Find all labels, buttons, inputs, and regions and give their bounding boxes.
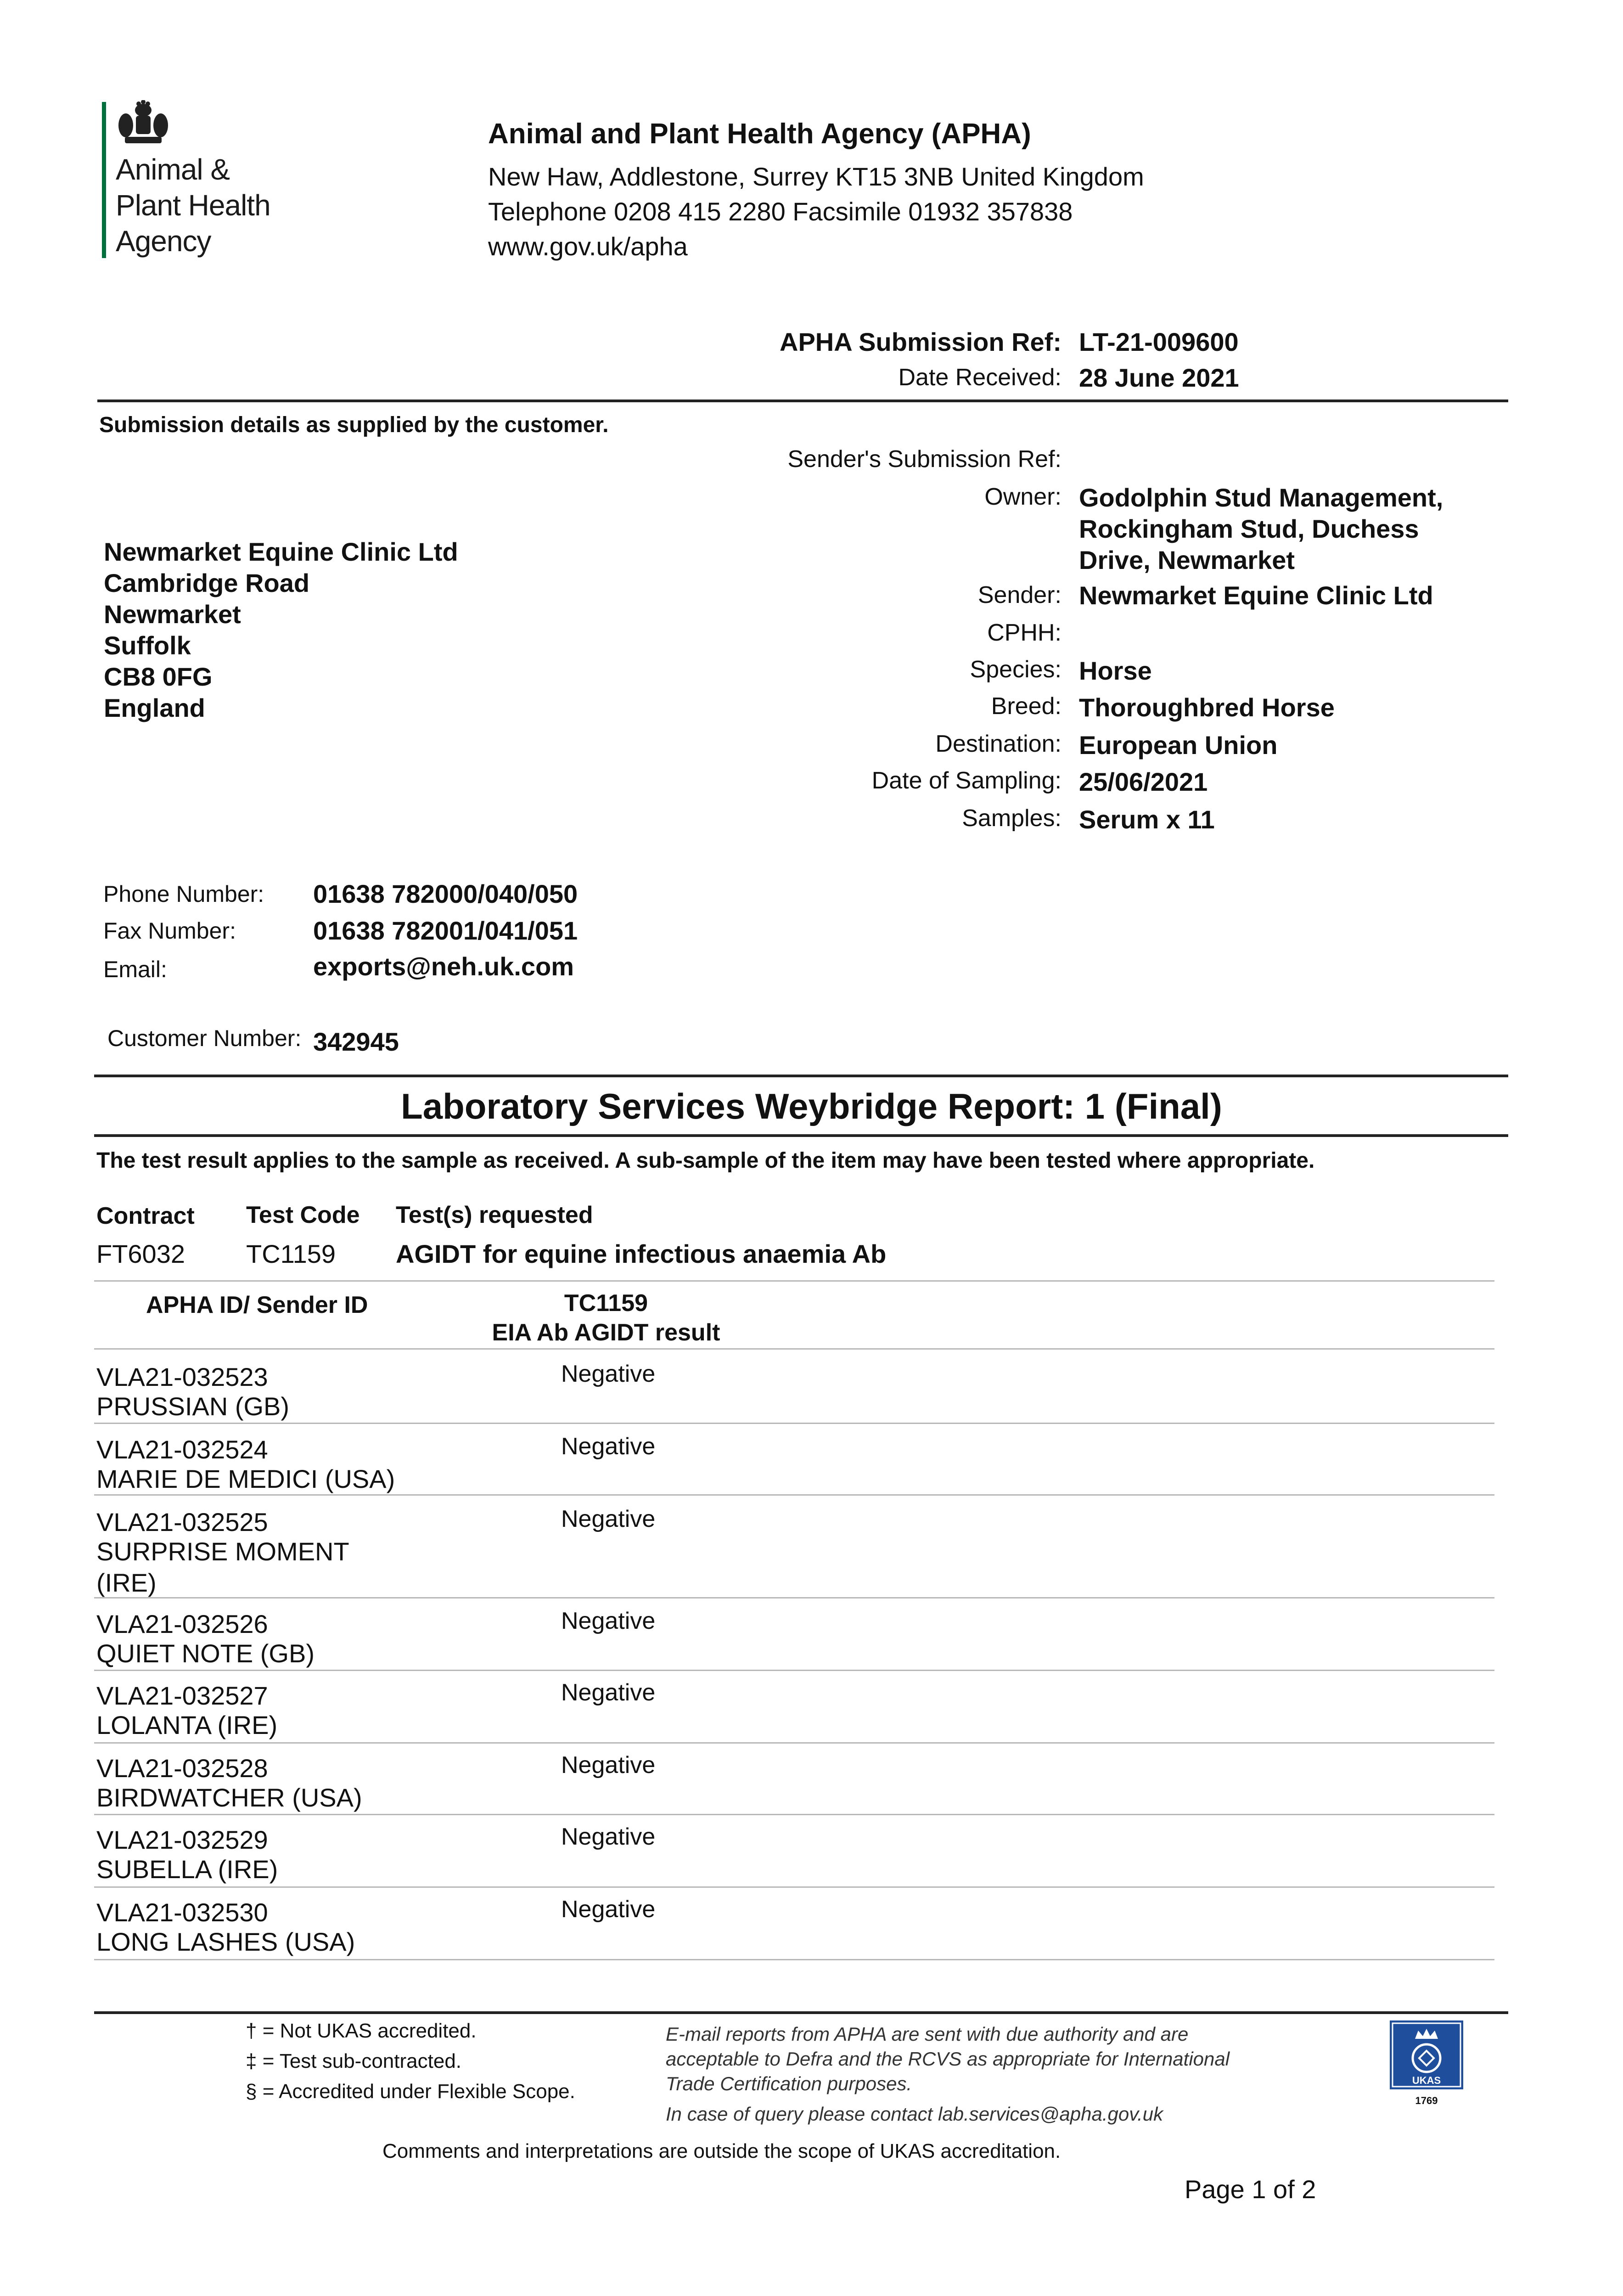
agency-phone: Telephone 0208 415 2280 Facsimile 01932 357838 — [488, 197, 1073, 226]
sample-result: Negative — [561, 1896, 656, 1923]
report-title: Laboratory Services Weybridge Report: 1 (Final) — [401, 1086, 1222, 1126]
sample-name: PRUSSIAN (GB) — [96, 1392, 290, 1421]
table-rule — [94, 1886, 1494, 1888]
sample-result: Negative — [561, 1506, 656, 1532]
sample-result: Negative — [561, 1752, 656, 1778]
contract-value: FT6032 — [96, 1239, 185, 1268]
samples-value: Serum x 11 — [1079, 805, 1215, 834]
table-rule — [94, 1670, 1494, 1671]
agency-website: www.gov.uk/apha — [488, 232, 688, 261]
sample-name: SURPRISE MOMENT — [96, 1537, 349, 1566]
sample-name: QUIET NOTE (GB) — [96, 1639, 314, 1668]
destination-value: European Union — [1079, 731, 1278, 760]
contract-header: Contract — [96, 1203, 195, 1229]
fax-value: 01638 782001/041/051 — [313, 916, 578, 945]
royal-crest-icon — [116, 100, 171, 151]
customer-address: Newmarket Equine Clinic Ltd Cambridge Road Newmarket Suffolk CB8 0FG England — [104, 537, 458, 722]
breed-value: Thoroughbred Horse — [1079, 693, 1335, 722]
report-bottom-rule — [94, 1134, 1508, 1137]
date-received-value: 28 June 2021 — [1079, 363, 1239, 392]
sample-result: Negative — [561, 1679, 656, 1706]
table-rule — [94, 1423, 1494, 1424]
table-rule — [94, 1959, 1494, 1960]
breed-label: Breed: — [991, 693, 1061, 720]
table-rule — [94, 1280, 1494, 1282]
phone-value: 01638 782000/040/050 — [313, 879, 578, 908]
sample-id: VLA21-032528 — [96, 1754, 268, 1783]
sample-id: VLA21-032524 — [96, 1435, 268, 1464]
date-received-label: Date Received: — [898, 364, 1061, 391]
date-of-sampling-label: Date of Sampling: — [871, 767, 1061, 794]
customer-number-label: Customer Number: — [107, 1025, 302, 1051]
logo-green-bar — [102, 102, 106, 258]
tests-requested-header: Test(s) requested — [396, 1202, 593, 1228]
date-of-sampling-value: 25/06/2021 — [1079, 767, 1208, 796]
cphh-label: CPHH: — [987, 619, 1061, 646]
table-rule — [94, 1348, 1494, 1350]
fax-label: Fax Number: — [103, 918, 236, 944]
samples-label: Samples: — [962, 805, 1061, 832]
sample-name: (IRE) — [96, 1568, 157, 1597]
destination-label: Destination: — [935, 731, 1061, 757]
species-label: Species: — [970, 656, 1061, 683]
ukas-number: 1769 — [1415, 2095, 1438, 2106]
test-requested-value: AGIDT for equine infectious anaemia Ab — [396, 1239, 887, 1268]
sample-name: BIRDWATCHER (USA) — [96, 1783, 362, 1812]
email-note-line: E-mail reports from APHA are sent with due authority and are — [666, 2023, 1189, 2045]
email-note-line: Trade Certification purposes. — [666, 2073, 912, 2094]
footer-rule — [94, 2011, 1508, 2014]
sample-id: VLA21-032527 — [96, 1681, 268, 1710]
test-code-value: TC1159 — [246, 1239, 336, 1268]
apha-id-header: APHA ID/ Sender ID — [146, 1292, 368, 1318]
sender-label: Sender: — [977, 582, 1061, 608]
table-rule — [94, 1814, 1494, 1815]
page-number: Page 1 of 2 — [1185, 2175, 1316, 2204]
sample-id: VLA21-032529 — [96, 1825, 268, 1854]
email-note-line: acceptable to Defra and the RCVS as appropriate for International — [666, 2048, 1230, 2070]
sender-value: Newmarket Equine Clinic Ltd — [1079, 581, 1433, 610]
sample-name: SUBELLA (IRE) — [96, 1855, 278, 1884]
applies-note: The test result applies to the sample as received. A sub-sample of the item may have been tested where appropriate. — [96, 1148, 1315, 1173]
footnote-flexible-scope: § = Accredited under Flexible Scope. — [246, 2080, 575, 2103]
query-note: In case of query please contact lab.services@apha.gov.uk — [666, 2103, 1163, 2125]
sample-name: MARIE DE MEDICI (USA) — [96, 1464, 395, 1493]
submission-ref-label: APHA Submission Ref: — [780, 327, 1061, 356]
result-header-code: TC1159 — [564, 1290, 648, 1317]
footnote-subcontracted: ‡ = Test sub-contracted. — [246, 2050, 462, 2072]
sample-result: Negative — [561, 1361, 656, 1387]
footnote-not-accredited: † = Not UKAS accredited. — [246, 2020, 477, 2042]
sample-name: LONG LASHES (USA) — [96, 1927, 355, 1956]
sample-id: VLA21-032530 — [96, 1898, 268, 1927]
sample-result: Negative — [561, 1433, 656, 1460]
sample-name: LOLANTA (IRE) — [96, 1711, 278, 1739]
report-top-rule — [94, 1075, 1508, 1077]
sample-id: VLA21-032525 — [96, 1508, 268, 1536]
email-value: exports@neh.uk.com — [313, 952, 574, 981]
agency-logo-text: Animal & Plant Health Agency — [116, 153, 270, 258]
sample-id: VLA21-032526 — [96, 1609, 268, 1638]
ukas-label: UKAS — [1412, 2075, 1441, 2086]
result-header-name: EIA Ab AGIDT result — [492, 1319, 720, 1346]
customer-number-value: 342945 — [313, 1027, 399, 1056]
agency-address: New Haw, Addlestone, Surrey KT15 3NB United Kingdom — [488, 162, 1144, 191]
senders-ref-label: Sender's Submission Ref: — [787, 446, 1061, 473]
ukas-logo — [1390, 2020, 1463, 2117]
species-value: Horse — [1079, 656, 1152, 685]
owner-label: Owner: — [984, 484, 1061, 510]
sample-result: Negative — [561, 1823, 656, 1850]
test-code-header: Test Code — [246, 1202, 360, 1228]
submission-heading: Submission details as supplied by the customer. — [99, 413, 609, 437]
email-label: Email: — [103, 957, 167, 982]
sample-result: Negative — [561, 1608, 656, 1634]
phone-label: Phone Number: — [103, 881, 264, 907]
ukas-comments-note: Comments and interpretations are outside the scope of UKAS accreditation. — [382, 2140, 1061, 2162]
divider-line — [97, 400, 1508, 402]
table-rule — [94, 1742, 1494, 1744]
table-rule — [94, 1494, 1494, 1496]
table-rule — [94, 1597, 1494, 1598]
owner-value: Godolphin Stud Management, Rockingham Stud, Duchess Drive, Newmarket — [1079, 483, 1443, 574]
sample-id: VLA21-032523 — [96, 1362, 268, 1391]
agency-name: Animal and Plant Health Agency (APHA) — [488, 118, 1031, 150]
submission-ref-value: LT-21-009600 — [1079, 327, 1239, 356]
